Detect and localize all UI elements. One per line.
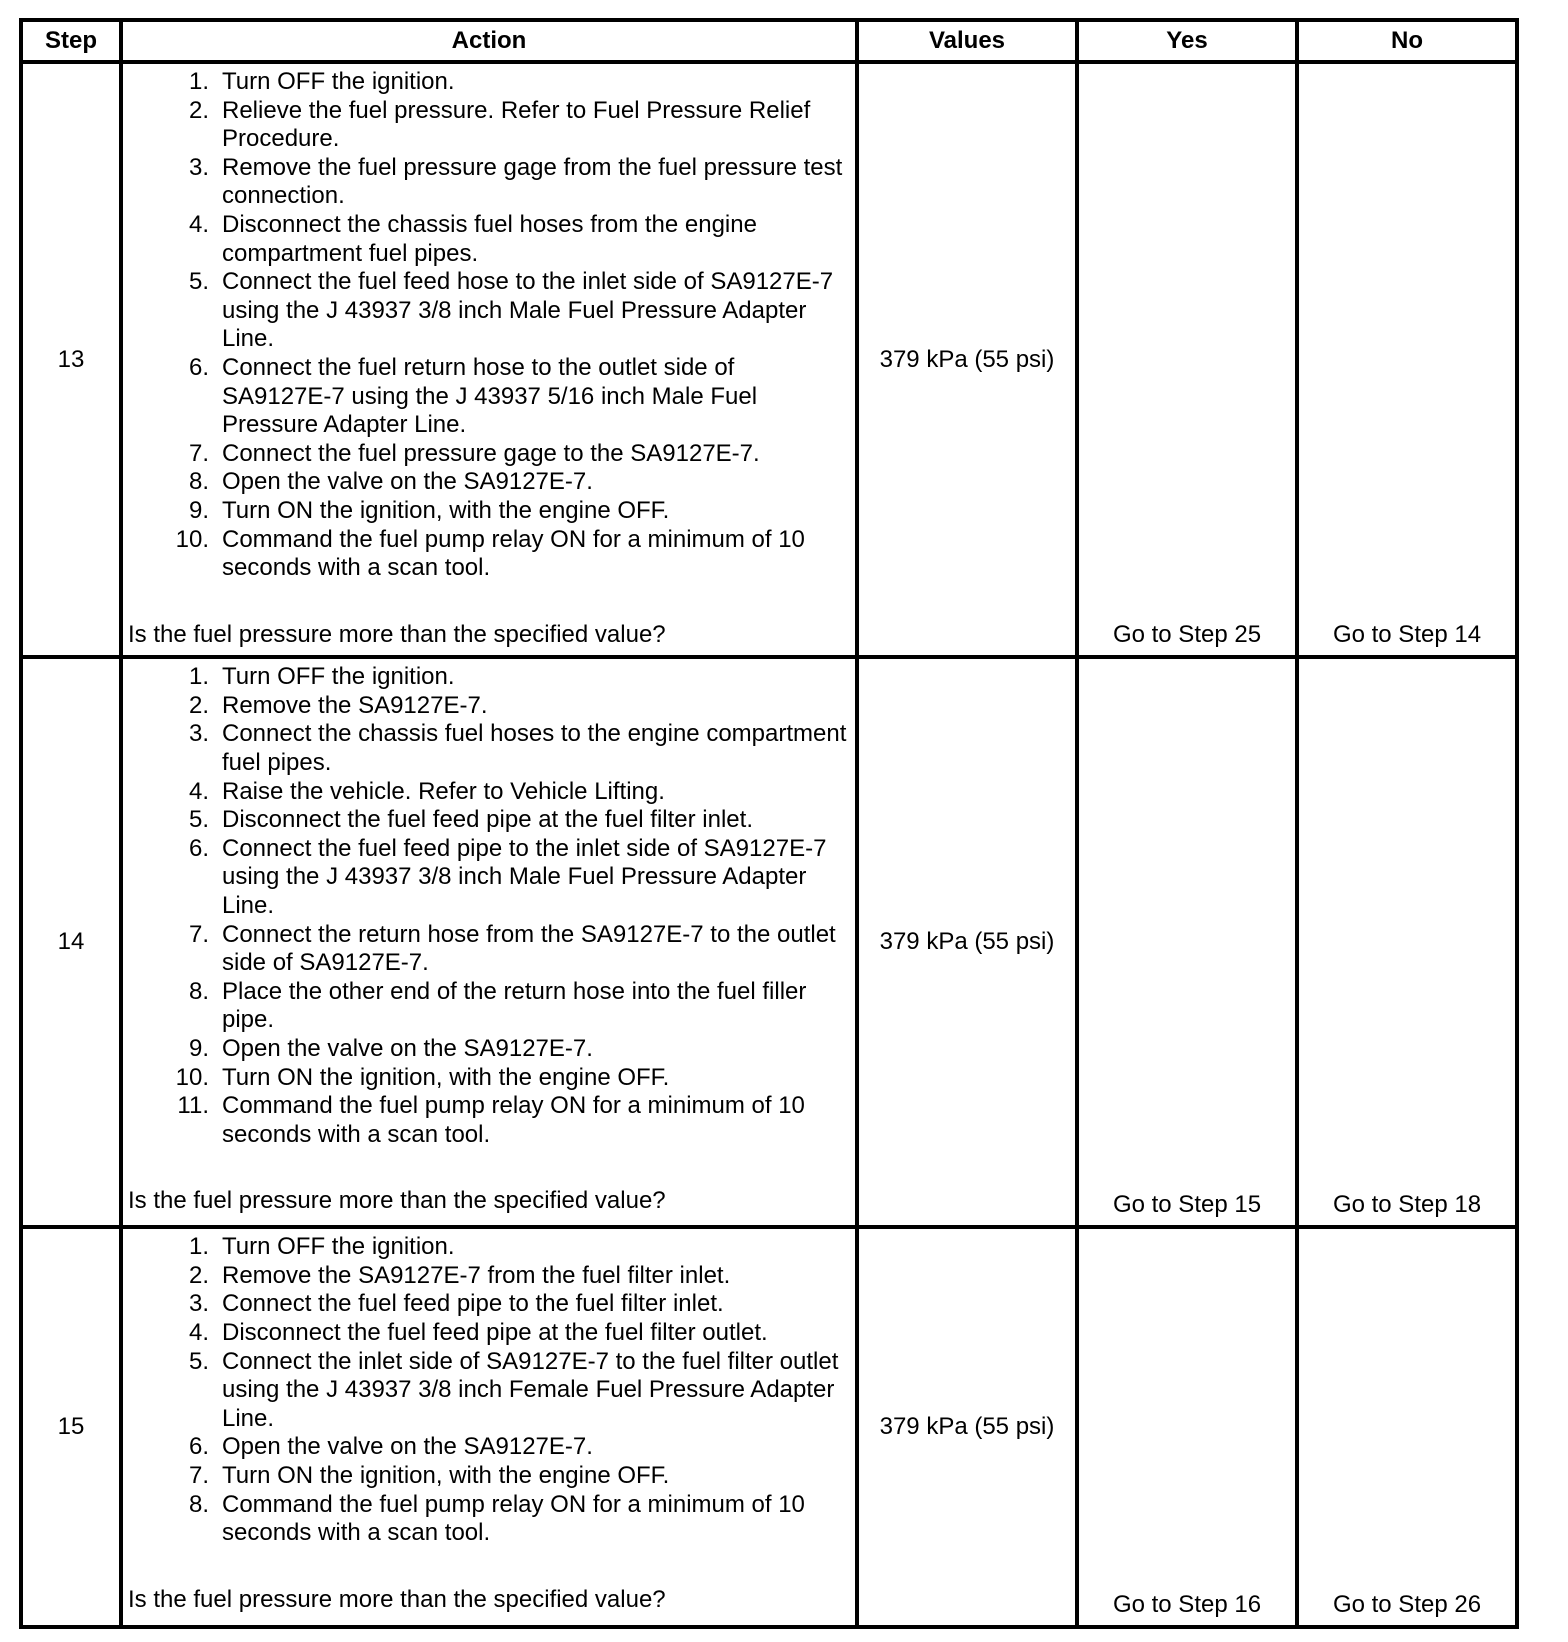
action-step-item xyxy=(123,497,855,526)
action-step-text: Connect the inlet side of SA9127E-7 to the fuel filter outlet using the J 43937 3/8 inch Female Fuel Pressure Adapter Line. xyxy=(222,1347,839,1432)
action-step-number: 10. xyxy=(175,525,209,553)
yes-outcome: Go to Step 15 xyxy=(1077,657,1297,1227)
action-step-text: Turn ON the ignition, with the engine OFF. xyxy=(222,1063,670,1091)
action-step-text: Turn OFF the ignition. xyxy=(222,1233,455,1261)
action-step-number: 2. xyxy=(188,1261,209,1289)
action-step-number: 5. xyxy=(188,268,209,296)
action-cell xyxy=(121,657,857,1227)
action-step-text: Command the fuel pump relay ON for a minimum of 10 seconds with a scan tool. xyxy=(222,1490,805,1547)
action-step-number: 1. xyxy=(188,68,209,95)
action-step-number: 9. xyxy=(188,1035,209,1062)
action-step-number: 7. xyxy=(188,1462,209,1490)
action-step-text: Open the valve on the SA9127E-7. xyxy=(222,468,593,496)
action-step-number: 10. xyxy=(175,1063,209,1091)
action-step-item xyxy=(123,778,855,807)
action-step-text: Connect the fuel return hose to the outlet side of SA9127E-7 using the J 43937 5/16 inch Male Fuel Pressure Adapter Line. xyxy=(222,353,758,439)
action-step-text: Raise the vehicle. Refer to Vehicle Lifting. xyxy=(222,777,665,805)
action-question: Is the fuel pressure more than the specified value? xyxy=(128,620,666,648)
action-step-number: 2. xyxy=(188,691,209,719)
action-step-item xyxy=(123,921,855,978)
action-step-text: Connect the fuel feed pipe to the inlet side of SA9127E-7 using the J 43937 3/8 inch Male Fuel Pressure Adapter Line. xyxy=(222,834,827,920)
specified-value: 379 kPa (55 psi) xyxy=(857,62,1077,657)
table-body xyxy=(21,62,1517,1627)
action-step-item xyxy=(123,835,855,921)
header-no: No xyxy=(1297,20,1517,62)
yes-outcome: Go to Step 25 xyxy=(1077,62,1297,657)
step-number: 13 xyxy=(21,62,121,657)
action-question: Is the fuel pressure more than the specified value? xyxy=(128,1585,666,1613)
action-step-text: Connect the return hose from the SA9127E-7 to the outlet side of SA9127E-7. xyxy=(222,920,836,977)
action-step-number: 7. xyxy=(188,439,209,467)
action-step-text: Connect the chassis fuel hoses to the engine compartment fuel pipes. xyxy=(222,720,847,777)
action-step-number: 1. xyxy=(188,663,209,691)
action-step-item xyxy=(123,97,855,154)
action-step-text: Place the other end of the return hose into the fuel filler pipe. xyxy=(222,977,807,1034)
action-step-item xyxy=(123,806,855,835)
action-step-item xyxy=(123,663,855,692)
specified-value: 379 kPa (55 psi) xyxy=(857,657,1077,1227)
action-steps-list xyxy=(123,663,855,1149)
action-step-number: 1. xyxy=(188,1233,209,1261)
action-step-item xyxy=(123,1462,855,1491)
header-step: Step xyxy=(21,20,121,62)
action-step-text: Turn ON the ignition, with the engine OFF. xyxy=(222,496,670,524)
action-steps-list xyxy=(123,1233,855,1548)
action-step-item xyxy=(123,1092,855,1149)
no-outcome: Go to Step 26 xyxy=(1297,1227,1517,1627)
action-step-number: 4. xyxy=(188,210,209,238)
action-step-number: 3. xyxy=(188,1290,209,1318)
table-row xyxy=(21,62,1517,657)
action-step-number: 5. xyxy=(188,1347,209,1375)
header-row xyxy=(21,20,1517,62)
action-step-item xyxy=(123,211,855,268)
action-step-text: Connect the fuel pressure gage to the SA9127E-7. xyxy=(222,439,760,467)
action-step-text: Connect the fuel feed hose to the inlet side of SA9127E-7 using the J 43937 3/8 inch Male Fuel Pressure Adapter Line. xyxy=(222,268,834,353)
action-step-number: 6. xyxy=(188,353,209,381)
action-step-text: Turn OFF the ignition. xyxy=(222,68,455,95)
yes-outcome: Go to Step 16 xyxy=(1077,1227,1297,1627)
action-step-number: 4. xyxy=(188,1319,209,1347)
action-step-text: Open the valve on the SA9127E-7. xyxy=(222,1433,593,1461)
action-step-number: 11. xyxy=(177,1092,209,1120)
action-step-item xyxy=(123,354,855,440)
action-step-text: Remove the fuel pressure gage from the fuel pressure test connection. xyxy=(222,153,843,210)
action-step-item xyxy=(123,978,855,1035)
action-step-text: Remove the SA9127E-7. xyxy=(222,691,488,719)
action-step-number: 4. xyxy=(188,777,209,805)
step-number: 15 xyxy=(21,1227,121,1627)
action-step-item xyxy=(123,1319,855,1348)
action-step-text: Command the fuel pump relay ON for a minimum of 10 seconds with a scan tool. xyxy=(222,1092,805,1148)
action-step-item xyxy=(123,1262,855,1291)
action-step-item xyxy=(123,440,855,469)
action-step-text: Disconnect the fuel feed pipe at the fuel filter outlet. xyxy=(222,1319,768,1347)
header-values: Values xyxy=(857,20,1077,62)
action-step-item xyxy=(123,268,855,354)
action-cell xyxy=(121,1227,857,1627)
action-step-number: 9. xyxy=(188,496,209,524)
action-step-number: 2. xyxy=(188,96,209,124)
action-step-text: Relieve the fuel pressure. Refer to Fuel Pressure Relief Procedure. xyxy=(222,96,811,153)
action-step-item xyxy=(123,1035,855,1064)
table-row xyxy=(21,657,1517,1227)
action-step-number: 8. xyxy=(188,977,209,1005)
no-outcome: Go to Step 18 xyxy=(1297,657,1517,1227)
no-outcome: Go to Step 14 xyxy=(1297,62,1517,657)
action-step-item xyxy=(123,468,855,497)
action-step-item xyxy=(123,1290,855,1319)
action-step-text: Disconnect the fuel feed pipe at the fuel filter inlet. xyxy=(222,806,753,834)
diagnostic-table xyxy=(19,18,1519,1629)
header-yes: Yes xyxy=(1077,20,1297,62)
step-number: 14 xyxy=(21,657,121,1227)
action-step-item xyxy=(123,720,855,777)
action-step-number: 8. xyxy=(188,468,209,496)
action-step-number: 6. xyxy=(188,1433,209,1461)
action-step-number: 8. xyxy=(188,1490,209,1518)
action-step-text: Disconnect the chassis fuel hoses from the engine compartment fuel pipes. xyxy=(222,210,757,267)
action-cell xyxy=(121,62,857,657)
header-action: Action xyxy=(121,20,857,62)
action-step-text: Remove the SA9127E-7 from the fuel filter inlet. xyxy=(222,1261,731,1289)
action-step-item xyxy=(123,1433,855,1462)
action-step-item xyxy=(123,68,855,97)
action-step-item xyxy=(123,1064,855,1093)
specified-value: 379 kPa (55 psi) xyxy=(857,1227,1077,1627)
action-step-number: 3. xyxy=(188,153,209,181)
action-step-number: 5. xyxy=(188,806,209,834)
action-steps-list xyxy=(123,68,855,583)
action-step-item xyxy=(123,1491,855,1548)
action-step-text: Turn OFF the ignition. xyxy=(222,663,455,691)
table-row xyxy=(21,1227,1517,1627)
action-step-item xyxy=(123,1233,855,1262)
action-step-item xyxy=(123,526,855,583)
action-question: Is the fuel pressure more than the specified value? xyxy=(128,1187,666,1215)
action-step-text: Connect the fuel feed pipe to the fuel filter inlet. xyxy=(222,1290,724,1318)
action-step-item xyxy=(123,692,855,721)
action-step-item xyxy=(123,154,855,211)
action-step-text: Command the fuel pump relay ON for a minimum of 10 seconds with a scan tool. xyxy=(222,525,805,582)
action-step-number: 7. xyxy=(188,920,209,948)
action-step-number: 6. xyxy=(188,834,209,862)
action-step-text: Open the valve on the SA9127E-7. xyxy=(222,1035,593,1062)
action-step-item xyxy=(123,1348,855,1434)
action-step-number: 3. xyxy=(188,720,209,748)
action-step-text: Turn ON the ignition, with the engine OFF. xyxy=(222,1462,670,1490)
